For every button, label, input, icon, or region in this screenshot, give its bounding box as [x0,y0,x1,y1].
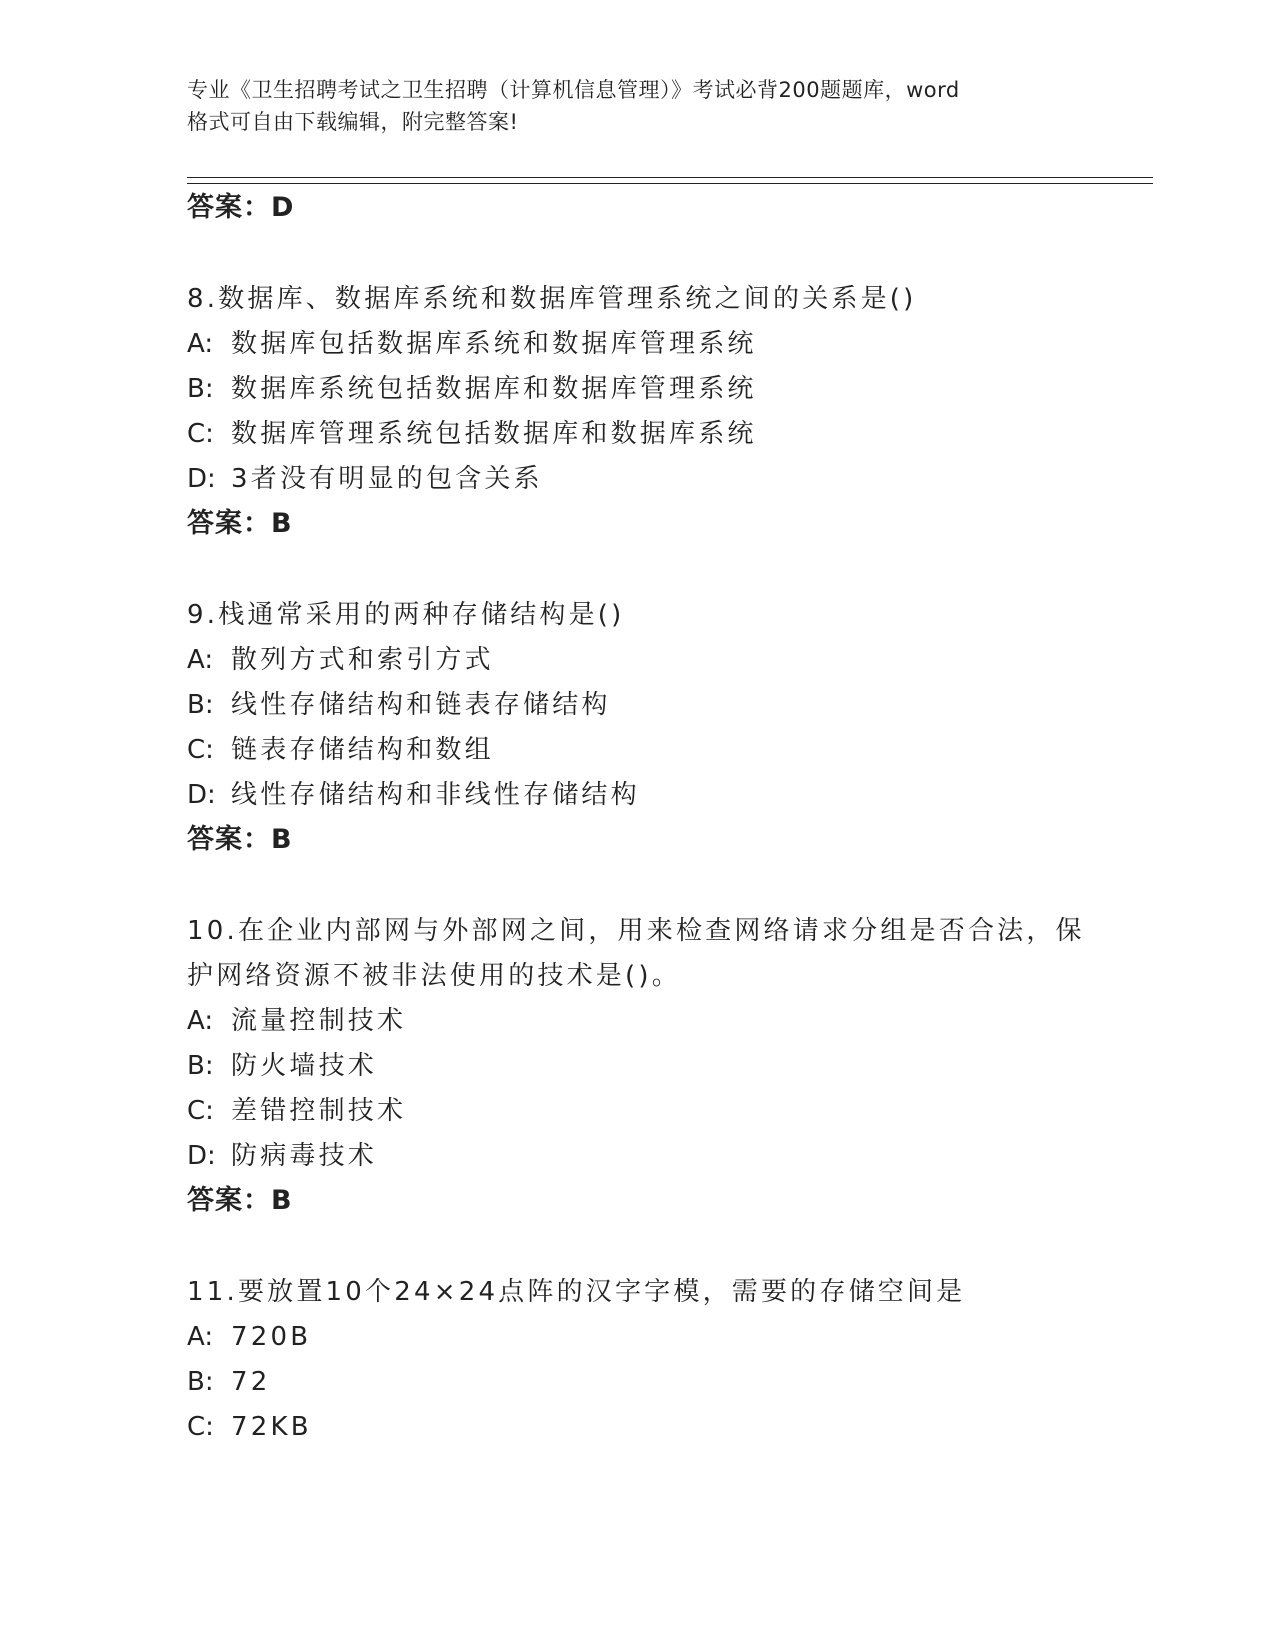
document-header [187,74,1087,138]
option-text: 防火墙技术 [231,1051,378,1081]
option-key: C: [187,1412,214,1442]
question-10-option-a [187,1004,406,1038]
option-key: D: [187,780,216,810]
question-8-option-c [187,417,757,451]
question-9-option-a [187,643,494,677]
option-key: B: [187,690,214,720]
question-8-option-d [187,462,543,496]
option-text: 数据库管理系统包括数据库和数据库系统 [231,419,757,449]
question-11-option-b [187,1365,270,1399]
option-key: C: [187,735,214,765]
option-key: D: [187,464,216,494]
option-text: 线性存储结构和非线性存储结构 [231,780,640,810]
header-title-line-1: 专业《卫生招聘考试之卫生招聘（计算机信息管理）》考试必背200题题库，word [187,78,960,102]
question-9-option-b [187,688,611,722]
option-text: 流量控制技术 [231,1006,407,1036]
option-text: 差错控制技术 [231,1096,407,1126]
question-9-option-c [187,733,494,767]
option-key: C: [187,419,214,449]
option-text: 数据库系统包括数据库和数据库管理系统 [231,374,757,404]
question-10-option-d [187,1139,377,1173]
option-key: B: [187,1367,214,1397]
option-text: 散列方式和索引方式 [231,645,494,675]
question-10-stem-line-1: 10.在企业内部网与外部网之间，用来检查网络请求分组是否合法，保 [187,916,1085,946]
previous-answer: 答案：D [187,192,295,223]
question-10-option-c [187,1094,406,1128]
question-8-option-b [187,372,757,406]
question-9-option-d [187,778,640,812]
question-9-answer: 答案：B [187,824,293,855]
question-11-option-a [187,1320,311,1354]
option-text: 线性存储结构和链表存储结构 [231,690,611,720]
option-key: C: [187,1096,214,1126]
question-9-stem: 9.栈通常采用的两种存储结构是() [187,600,625,630]
question-8-option-a [187,327,757,361]
option-text: 72KB [231,1412,312,1442]
option-key: B: [187,1051,214,1081]
header-title-line-2: 格式可自由下载编辑，附完整答案! [187,110,519,134]
question-10-option-b [187,1049,377,1083]
question-11-option-c [187,1410,312,1444]
option-key: A: [187,645,214,675]
question-8-stem: 8.数据库、数据库系统和数据库管理系统之间的关系是() [187,284,917,314]
option-key: A: [187,1006,214,1036]
question-10-answer: 答案：B [187,1185,293,1216]
option-text: 3者没有明显的包含关系 [231,464,543,494]
header-divider-top [187,177,1153,178]
option-text: 防病毒技术 [231,1141,378,1171]
option-text: 720B [231,1322,312,1352]
option-key: A: [187,1322,214,1352]
option-text: 72 [231,1367,271,1397]
option-text: 链表存储结构和数组 [231,735,494,765]
question-8-answer: 答案：B [187,508,293,539]
option-key: A: [187,329,214,359]
option-key: D: [187,1141,216,1171]
question-10-stem-line-2: 护网络资源不被非法使用的技术是()。 [187,961,681,991]
option-key: B: [187,374,214,404]
option-text: 数据库包括数据库系统和数据库管理系统 [231,329,757,359]
header-divider-bottom [187,183,1153,184]
question-11-stem: 11.要放置10个24×24点阵的汉字字模，需要的存储空间是 [187,1277,966,1307]
